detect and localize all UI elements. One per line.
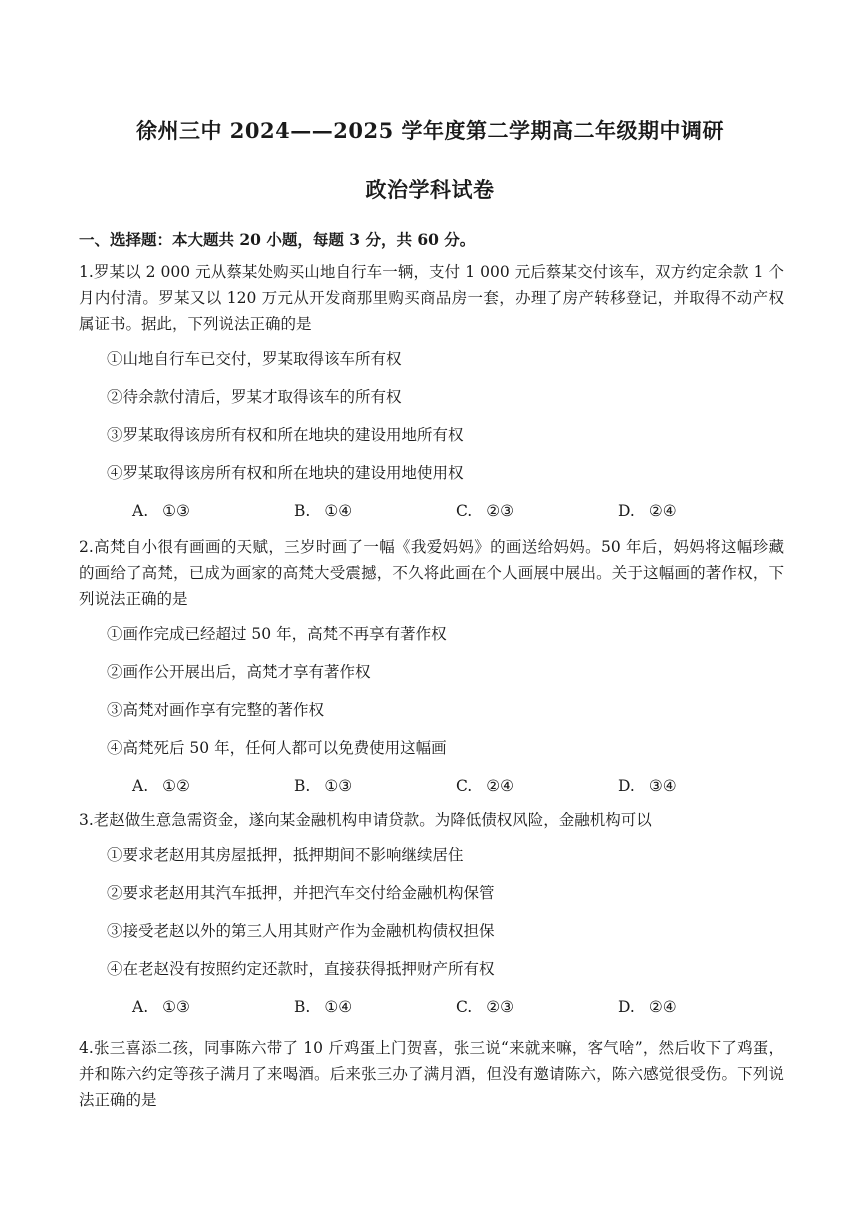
choice-c: C. ②③ <box>456 502 515 520</box>
statement-item: ③接受老赵以外的第三人用其财产作为金融机构债权担保 <box>107 922 495 940</box>
choice-d: D. ②④ <box>618 502 677 520</box>
question-stem: 2.高梵自小很有画画的天赋，三岁时画了一幅《我爱妈妈》的画送给妈妈。50 年后，妈妈将这幅珍藏的画给了高梵，已成为画家的高梵大受震撼，不久将此画在个人画展中展出。关于这幅画的著作权，下列说法正确的是 <box>79 538 784 608</box>
question-4 <box>79 1035 784 1113</box>
statement-item: ②待余款付清后，罗某才取得该车的所有权 <box>107 388 402 406</box>
statement-item: ④在老赵没有按照约定还款时，直接获得抵押财产所有权 <box>107 960 495 978</box>
choice-c: C. ②④ <box>456 777 515 795</box>
choice-a: A. ①② <box>132 777 190 795</box>
question-3 <box>79 807 784 1026</box>
answer-choices <box>79 988 784 1026</box>
question-stem: 1.罗某以 2 000 元从蔡某处购买山地自行车一辆，支付 1 000 元后蔡某交付该车，双方约定余款 1 个月内付清。罗某又以 120 万元从开发商那里购买商品房一套，办理了房产转移登记，并取得不动产权属证书。据此，下列说法正确的是 <box>79 263 784 333</box>
answer-choices <box>79 492 784 530</box>
choice-c: C. ②③ <box>456 998 515 1016</box>
section-heading: 一、选择题：本大题共 20 小题，每题 3 分，共 60 分。 <box>79 230 476 249</box>
question-2 <box>79 534 784 805</box>
question-stem: 3.老赵做生意急需资金，遂向某金融机构申请贷款。为降低债权风险，金融机构可以 <box>79 811 652 829</box>
choice-d: D. ③④ <box>618 777 677 795</box>
exam-subtitle: 政治学科试卷 <box>365 177 495 202</box>
statement-item: ④罗某取得该房所有权和所在地块的建设用地使用权 <box>107 464 464 482</box>
statement-list <box>79 615 784 767</box>
statement-item: ③高梵对画作享有完整的著作权 <box>107 701 325 719</box>
question-1 <box>79 259 784 530</box>
exam-title: 徐州三中 2024——2025 学年度第二学期高二年级期中调研 <box>135 118 724 143</box>
choice-b: B. ①④ <box>294 998 353 1016</box>
statement-list <box>79 340 784 492</box>
statement-item: ②要求老赵用其汽车抵押，并把汽车交付给金融机构保管 <box>107 884 495 902</box>
question-stem: 4.张三喜添二孩，同事陈六带了 10 斤鸡蛋上门贺喜，张三说“来就来嘛，客气啥”，然后收下了鸡蛋，并和陈六约定等孩子满月了来喝酒。后来张三办了满月酒，但没有邀请陈六，陈六感觉很受伤。下列说法正确的是 <box>79 1039 784 1109</box>
statement-item: ①画作完成已经超过 50 年，高梵不再享有著作权 <box>107 625 447 643</box>
answer-choices <box>79 767 784 805</box>
choice-d: D. ②④ <box>618 998 677 1016</box>
choice-b: B. ①③ <box>294 777 353 795</box>
statement-list <box>79 836 784 988</box>
statement-item: ④高梵死后 50 年，任何人都可以免费使用这幅画 <box>107 739 447 757</box>
statement-item: ③罗某取得该房所有权和所在地块的建设用地所有权 <box>107 426 464 444</box>
statement-item: ②画作公开展出后，高梵才享有著作权 <box>107 663 371 681</box>
choice-b: B. ①④ <box>294 502 353 520</box>
choice-a: A. ①③ <box>132 502 190 520</box>
statement-item: ①要求老赵用其房屋抵押，抵押期间不影响继续居住 <box>107 846 464 864</box>
choice-a: A. ①③ <box>132 998 190 1016</box>
statement-item: ①山地自行车已交付，罗某取得该车所有权 <box>107 350 402 368</box>
